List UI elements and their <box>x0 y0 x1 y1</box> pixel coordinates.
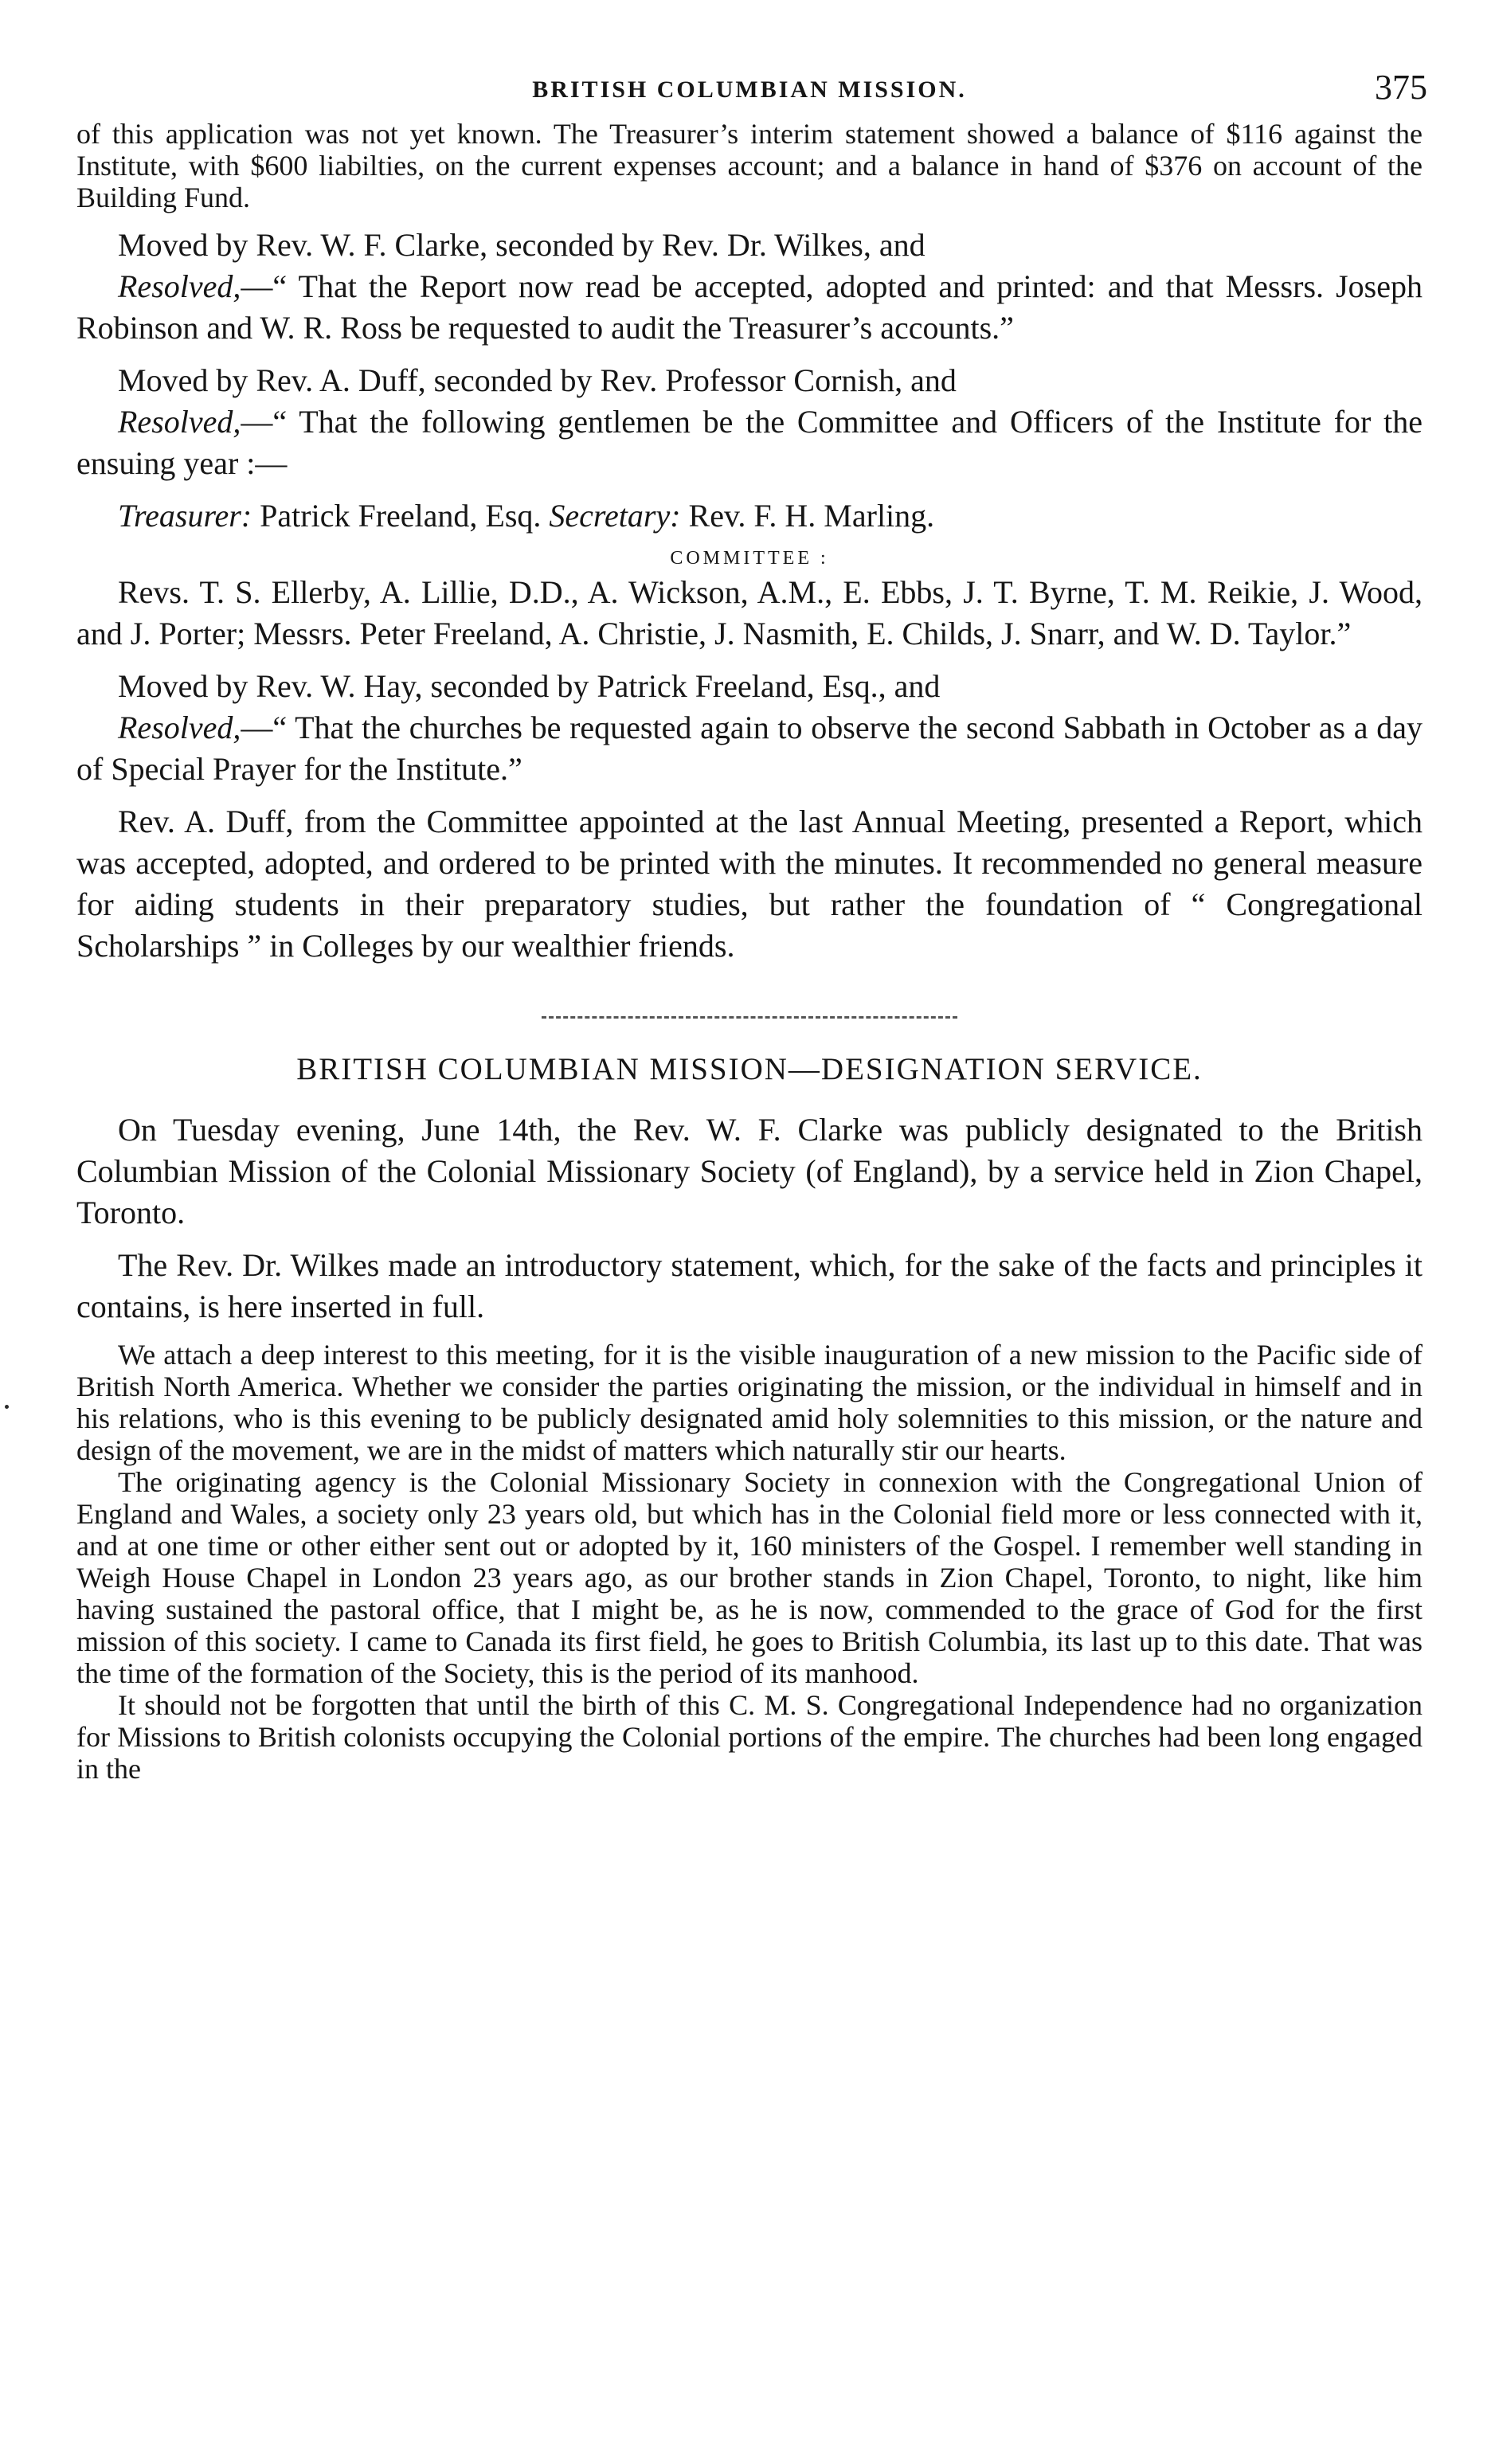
motion-duff-cornish: Moved by Rev. A. Duff, seconded by Rev. Professor Cornish, and <box>118 362 957 398</box>
resolution-special-prayer <box>76 707 1423 790</box>
motion-hay-freeland: Moved by Rev. W. Hay, seconded by Patrick Freeland, Esq., and <box>118 668 941 704</box>
statement-paragraph: We attach a deep interest to this meeting, for it is the visible inauguration of a new mission to the Pacific side of British North America. Whether we consider the parties originating the mission, or the individual in himself and in his relations, who is this evening to be publicly designated amid holy solemnities to this mission, or the nature and design of the movement, we are in the midst of matters which naturally stir our hearts. <box>76 1339 1423 1466</box>
duff-report-paragraph: Rev. A. Duff, from the Committee appointed at the last Annual Meeting, presented a Report, which was accepted, adopted, and ordered to be printed with the minutes. It recommended no general measure for aiding students in their preparatory studies, but rather the foundation of “ Congregational Scholarships ” in Colleges by our wealthier friends. <box>76 804 1423 964</box>
treasurer-name: Patrick Freeland, Esq. <box>260 498 542 534</box>
motion-clarke-wilkes: Moved by Rev. W. F. Clarke, seconded by Rev. Dr. Wilkes, and <box>118 227 926 263</box>
section-title: BRITISH COLUMBIAN MISSION—DESIGNATION SERVICE. <box>296 1052 1203 1086</box>
resolution-text: —“ That the Report now read be accepted, adopted and printed: and that Messrs. Joseph Robinson and W. R. Ross be requested to audit the Treasurer’s accounts.” <box>76 268 1423 346</box>
treasurer-statement-paragraph: of this application was not yet known. The Treasurer’s interim statement showed a balance of $116 against the Institute, with $600 liabilties, on the current expenses account; and a balance in hand of $376 on account of the Building Fund. <box>76 118 1423 213</box>
resolution-text: —“ That the churches be requested again to observe the second Sabbath in October as a day of Special Prayer for the Institute.” <box>76 710 1423 787</box>
wilkes-statement <box>76 1339 1423 1785</box>
committee-members: Revs. T. S. Ellerby, A. Lillie, D.D., A. Wickson, A.M., E. Ebbs, J. T. Byrne, T. M. Reikie, J. Wood, and J. Porter; Messrs. Peter Freeland, A. Christie, J. Nasmith, E. Childs, J. Snarr, and W. D. Taylor.” <box>76 574 1423 651</box>
minutes-section <box>76 118 1423 213</box>
statement-paragraph: It should not be forgotten that until the birth of this C. M. S. Congregational Independence had no organization for Missions to British colonists occupying the Colonial portions of the empire. The churches had been long engaged in the <box>76 1689 1423 1785</box>
resolved-label: Resolved, <box>118 710 241 745</box>
statement-paragraph: The originating agency is the Colonial Missionary Society in connexion with the Congregational Union of England and Wales, a society only 23 years old, but which has in the Colonial field more or less connected with it, and at one time or other either sent out or adopted by it, 160 ministers of the Gospel. I remember well standing in Weigh House Chapel in London 23 years ago, as our brother stands in Zion Chapel, Toronto, to night, like him having sustained the pastoral office, that I might be, as he is now, commended to the grace of God for the first mission of this society. I came to Canada its first field, he goes to British Columbia, its last up to this date. That was the time of the formation of the Society, this is the period of its manhood. <box>76 1466 1423 1689</box>
book-page <box>76 62 1427 1785</box>
resolution-report-accepted <box>76 266 1423 349</box>
resolution-committee-officers <box>76 401 1423 484</box>
resolution-text: —“ That the following gentlemen be the Committee and Officers of the Institute for the ensuing year :— <box>76 404 1423 481</box>
resolutions-section <box>76 225 1423 967</box>
resolved-label: Resolved, <box>118 404 241 440</box>
section-divider <box>542 1016 957 1019</box>
secretary-name: Rev. F. H. Marling. <box>688 498 935 534</box>
page-number: 375 <box>1375 68 1427 107</box>
secretary-label: Secretary: <box>549 498 681 534</box>
page-header <box>76 62 1427 118</box>
wilkes-intro-paragraph: The Rev. Dr. Wilkes made an introductory statement, which, for the sake of the facts and principles it contains, is here inserted in full. <box>76 1247 1423 1324</box>
designation-intro-paragraph: On Tuesday evening, June 14th, the Rev. W. F. Clarke was publicly designated to the British Columbian Mission of the Colonial Missionary Society (of England), by a service held in Zion Chapel, Toronto. <box>76 1112 1423 1230</box>
designation-intro <box>76 1109 1423 1328</box>
treasurer-label: Treasurer: <box>118 498 252 534</box>
officers-line <box>76 495 1423 537</box>
resolved-label: Resolved, <box>118 268 241 304</box>
margin-dot <box>5 1405 9 1409</box>
committee-heading: COMMITTEE : <box>670 548 829 569</box>
running-title: BRITISH COLUMBIAN MISSION. <box>532 76 967 103</box>
